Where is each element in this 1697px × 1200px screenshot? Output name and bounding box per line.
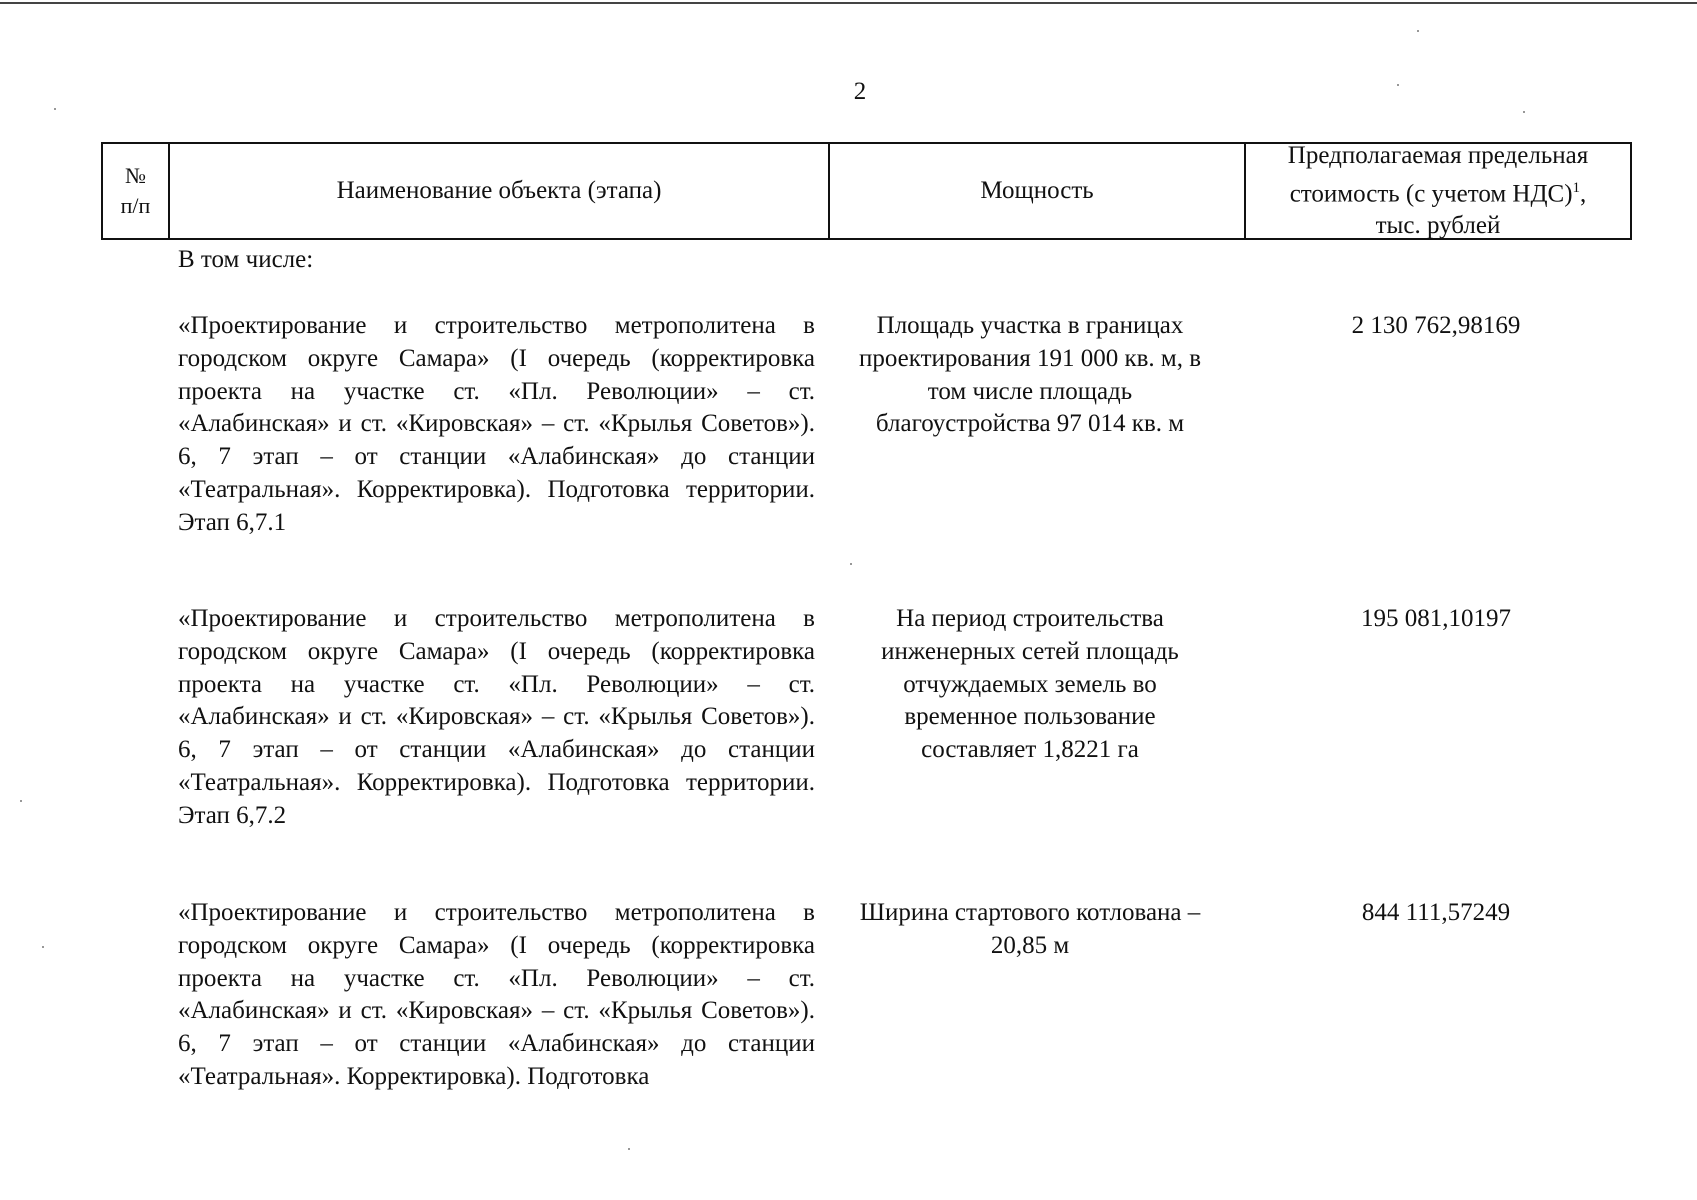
scan-speck [20, 800, 22, 802]
header-cost-line1: Предполагаемая предельная [1287, 141, 1589, 169]
scan-speck [850, 563, 852, 565]
object-power: На период строительства инженерных сетей площадь отчуждаемых земель во временное пользование составляет 1,8221 га [881, 605, 1179, 764]
scan-speck [1417, 30, 1419, 32]
header-cost-line3: тыс. рублей [1375, 212, 1501, 240]
scan-border-line [0, 2, 1697, 4]
header-power-column: Мощность [830, 144, 1246, 238]
header-cost-column [1246, 141, 1630, 240]
object-power: Площадь участка в границах проектирования 191 000 кв. м, в том числе площадь благоустройства 97 014 кв. м [858, 312, 1202, 438]
scan-speck [1397, 84, 1399, 86]
object-name: «Проектирование и строительство метрополитена в городском округе Самара» (I очередь (корректировка проекта на участке ст. «Пл. Революции» – ст. «Алабинская» и ст. «Кировская» – ст. «Крылья Советов»). 6, 7 этап – от станции «Алабинская» до станции «Театральная». Корректировка). Подготовка территории. Этап 6,7.1 [178, 312, 815, 536]
object-cost: 844 111,57249 [1361, 899, 1511, 926]
object-name: «Проектирование и строительство метрополитена в городском округе Самара» (I очередь (корректировка проекта на участке ст. «Пл. Революции» – ст. «Алабинская» и ст. «Кировская» – ст. «Крылья Советов»). 6, 7 этап – от станции «Алабинская» до станции «Театральная». Корректировка). Подготовка [178, 899, 815, 1090]
scan-speck [1523, 111, 1525, 113]
header-number-column [103, 144, 170, 238]
header-cost-comma: , [1580, 180, 1587, 208]
object-cost: 195 081,10197 [1361, 605, 1511, 632]
object-cost: 2 130 762,98169 [1351, 312, 1521, 339]
page-number: 2 [853, 78, 867, 105]
footnote-marker: 1 [1572, 179, 1581, 196]
section-subtitle: В том числе: [178, 246, 314, 273]
header-name-column: Наименование объекта (этапа) [170, 144, 830, 238]
scan-speck [54, 108, 56, 110]
table-header [101, 142, 1632, 240]
header-number-abbr: п/п [120, 193, 151, 218]
object-name: «Проектирование и строительство метрополитена в городском округе Самара» (I очередь (корректировка проекта на участке ст. «Пл. Революции» – ст. «Алабинская» и ст. «Кировская» – ст. «Крылья Советов»). 6, 7 этап – от станции «Алабинская» до станции «Театральная». Корректировка). Подготовка территории. Этап 6,7.2 [178, 605, 815, 829]
object-power: Ширина стартового котлована – 20,85 м [859, 899, 1201, 959]
header-cost-line2-text: стоимость (с учетом НДС) [1289, 180, 1573, 208]
scan-speck [628, 1148, 630, 1150]
scan-speck [42, 946, 44, 948]
header-cost-line2 [1288, 172, 1588, 210]
header-number-sign: № [125, 163, 146, 188]
